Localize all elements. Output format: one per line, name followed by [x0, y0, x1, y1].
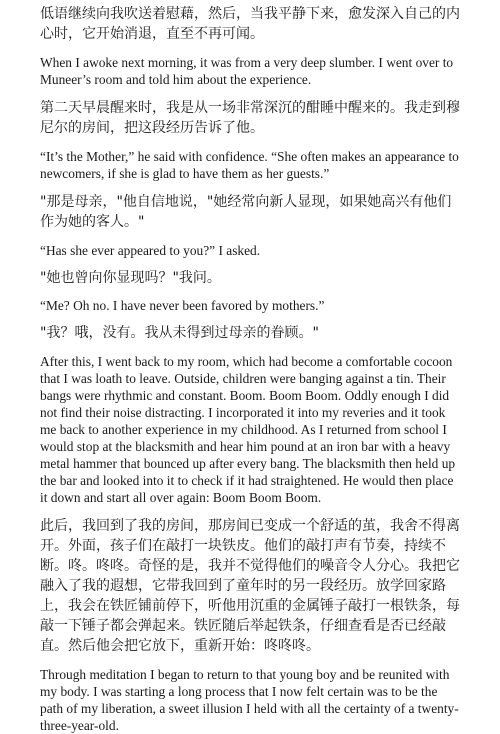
paragraph-zh-3: "那是母亲，"他自信地说，"她经常向新人显现，如果她高兴有他们作为她的客人。" [40, 194, 452, 230]
paragraph-zh-2: 第二天早晨醒来时，我是从一场非常深沉的酣睡中醒来的。我走到穆尼尔的房间，把这段经历告诉了他。 [40, 100, 460, 136]
paragraph-zh-4: "她也曾向你显现吗？"我问。 [40, 270, 221, 286]
paragraph-zh-5: "我？哦，没有。我从未得到过母亲的眷顾。" [40, 325, 319, 341]
paragraph-en-5: After this, I went back to my room, which had become a comfortable cocoon that I was loath to leave. Outside, children were banging against a tin. Their bangs were rhythmic and constant. Boom. Boom Boom. Oddly enough I did not find their noise distracting. I incorporated it into my reveries and it took me back to another experience in my childhood. As I returned from school I would stop at the blacksmith and hear him pound at an iron bar with a heavy metal hammer that bounced up after every bang. The blacksmith then held up the bar and looked into it to check if it had straightened. He would then place it down and start all over again: Boom Boom Boom. [40, 354, 456, 505]
paragraph-en-1: When I awoke next morning, it was from a very deep slumber. I went over to Muneer’s room and told him about the experience. [40, 55, 454, 87]
paragraph-en-3: “Has she ever appeared to you?” I asked. [40, 243, 261, 258]
paragraph-zh-1: 低语继续向我吹送着慰藉，然后，当我平静下来，愈发深入自己的内心时，它开始消退，直至不再可闻。 [40, 6, 460, 42]
paragraph-zh-6: 此后，我回到了我的房间，那房间已变成一个舒适的茧，我舍不得离开。外面，孩子们在敲打一块铁皮。他们的敲打声有节奏，持续不断。咚。咚咚。奇怪的是，我并不觉得他们的噪音令人分心。我把它融入了我的遐想，它带我回到了童年时的另一段经历。放学回家路上，我会在铁匠铺前停下，听他用沉重的金属锤子敲打一根铁条，每敲一下锤子都会弹起来。铁匠随后举起铁条，仔细查看是否已经敲直。然后他会把它放下，重新开始：咚咚咚。 [40, 518, 460, 654]
paragraph-en-2: “It’s the Mother,” he said with confidence. “She often makes an appearance to newcomers, if she is glad to have them as her guests.” [40, 149, 459, 181]
paragraph-en-6: Through meditation I began to return to that young boy and be reunited with my body. I was starting a long process that I now felt certain was to be the path of my liberation, a sweet illusion I held with all the certainty of a twenty-three-year-old. [40, 667, 459, 733]
paragraph-en-4: “Me? Oh no. I have never been favored by mothers.” [40, 298, 325, 313]
